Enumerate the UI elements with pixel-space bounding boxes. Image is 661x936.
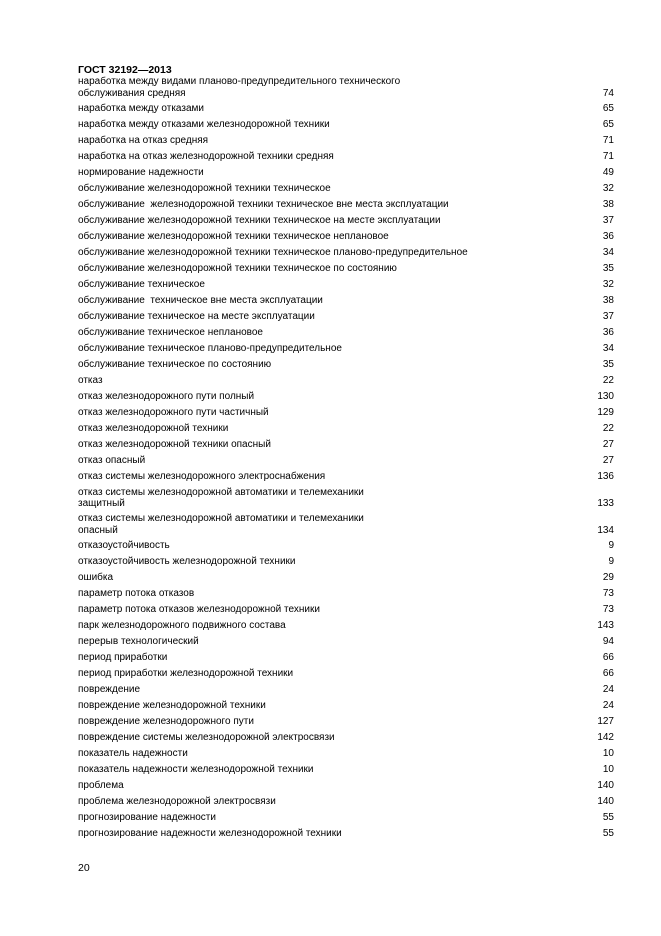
index-term: показатель надежности: [78, 747, 188, 759]
index-page-ref: 38: [602, 294, 614, 306]
index-page-ref: 65: [602, 102, 614, 114]
index-term: параметр потока отказов железнодорожной техники: [78, 603, 320, 615]
index-page-ref: 71: [602, 134, 614, 146]
index-page-ref: 65: [602, 118, 614, 130]
index-term: повреждение железнодорожного пути: [78, 715, 254, 727]
index-page-ref: 140: [597, 779, 614, 791]
index-term: отказ системы железнодорожной автоматики и телемеханики опасный: [78, 513, 364, 536]
index-entry: [78, 375, 614, 388]
index-page-ref: 32: [602, 182, 614, 194]
index-term: повреждение железнодорожной техники: [78, 699, 266, 711]
index-page-ref: 27: [602, 438, 614, 450]
index-term: парк железнодорожного подвижного состава: [78, 619, 286, 631]
index-page-ref: 38: [602, 198, 614, 210]
index-page-ref: 134: [597, 524, 614, 536]
index-page-ref: 24: [602, 683, 614, 695]
index-entry: [78, 764, 614, 777]
index-page-ref: 27: [602, 454, 614, 466]
index-page-ref: 9: [608, 555, 614, 567]
index-term: наработка на отказ железнодорожной техники средняя: [78, 150, 334, 162]
index-page-ref: 34: [602, 246, 614, 258]
index-term: проблема: [78, 779, 124, 791]
index-term: наработка между отказами железнодорожной техники: [78, 118, 330, 130]
index-term: повреждение: [78, 683, 141, 695]
index-page-ref: 143: [597, 619, 614, 631]
index-term: обслуживание техническое по состоянию: [78, 358, 272, 370]
index-entry: [78, 604, 614, 617]
index-page-ref: 55: [602, 827, 614, 839]
index-entry: [78, 343, 614, 356]
index-term: прогнозирование надежности железнодорожной техники: [78, 827, 342, 839]
index-entry: [78, 439, 614, 452]
index-page-ref: 29: [602, 571, 614, 583]
index-page-ref: 136: [597, 470, 614, 482]
index-entry: [78, 327, 614, 340]
index-entry: [78, 391, 614, 404]
index-entry: [78, 215, 614, 228]
index-term: обслуживание техническое вне места эксплуатации: [78, 294, 323, 306]
index-entry: [78, 513, 614, 536]
index-entry: [78, 359, 614, 372]
index-term: обслуживание железнодорожной техники техническое по состоянию: [78, 262, 397, 274]
index-page-ref: 22: [602, 422, 614, 434]
index-page-ref: 94: [602, 635, 614, 647]
index-term: повреждение системы железнодорожной электросвязи: [78, 731, 335, 743]
index-entry: [78, 812, 614, 825]
index-page-ref: 10: [602, 747, 614, 759]
index-page-ref: 73: [602, 587, 614, 599]
index-term: проблема железнодорожной электросвязи: [78, 795, 276, 807]
index-page-ref: 10: [602, 763, 614, 775]
index-entry: [78, 279, 614, 292]
index-page-ref: 130: [597, 390, 614, 402]
index-entry: [78, 636, 614, 649]
index-term: обслуживание техническое: [78, 278, 205, 290]
index-page-ref: 37: [602, 214, 614, 226]
index-entry: [78, 588, 614, 601]
index-term: перерыв технологический: [78, 635, 199, 647]
index-term: период приработки железнодорожной техники: [78, 667, 294, 679]
index-term: обслуживание техническое планово-предупредительное: [78, 342, 342, 354]
index-entry: [78, 471, 614, 484]
index-term: отказ системы железнодорожной автоматики и телемеханики защитный: [78, 486, 364, 509]
index-page-ref: 73: [602, 603, 614, 615]
index-entry: [78, 540, 614, 553]
index-page-ref: 37: [602, 310, 614, 322]
index-entry: [78, 716, 614, 729]
index-entry: [78, 311, 614, 324]
index-term: отказ: [78, 374, 103, 386]
index-term: ошибка: [78, 571, 114, 583]
index-page-ref: 24: [602, 699, 614, 711]
index-entry: [78, 119, 614, 132]
index-entry: [78, 828, 614, 841]
index-entry: [78, 263, 614, 276]
index-page-ref: 36: [602, 230, 614, 242]
index-term: отказоустойчивость железнодорожной техники: [78, 555, 296, 567]
index-entry: [78, 407, 614, 420]
index-term: параметр потока отказов: [78, 587, 195, 599]
index-entry: [78, 295, 614, 308]
page-number: 20: [78, 862, 90, 874]
index-term: обслуживание железнодорожной техники техническое: [78, 182, 331, 194]
index-entry: [78, 231, 614, 244]
index-page-ref: 32: [602, 278, 614, 290]
index-page-ref: 66: [602, 651, 614, 663]
index-page-ref: 36: [602, 326, 614, 338]
index-term: наработка на отказ средняя: [78, 134, 209, 146]
index-term: отказоустойчивость: [78, 539, 170, 551]
index-term: обслуживание железнодорожной техники техническое неплановое: [78, 230, 389, 242]
index-entry: [78, 668, 614, 681]
index-page-ref: 9: [608, 539, 614, 551]
index-page-ref: 133: [597, 498, 614, 509]
index-page-ref: 55: [602, 811, 614, 823]
index-entry: [78, 732, 614, 745]
index-entry: [78, 247, 614, 260]
index-page-ref: 35: [602, 262, 614, 274]
index-term: показатель надежности железнодорожной техники: [78, 763, 314, 775]
index-term: наработка между отказами: [78, 102, 204, 114]
index-entry: [78, 652, 614, 665]
index-entry: [78, 780, 614, 793]
index-term: отказ железнодорожной техники опасный: [78, 438, 271, 450]
index-entry: [78, 620, 614, 633]
index-entry: [78, 76, 614, 99]
index-term: наработка между видами планово-предупредительного технического обслуживания средняя: [78, 76, 401, 99]
index-term: нормирование надежности: [78, 166, 204, 178]
index-term: отказ железнодорожного пути полный: [78, 390, 255, 402]
index-page-ref: 140: [597, 795, 614, 807]
index-term: обслуживание техническое неплановое: [78, 326, 263, 338]
index-page-ref: 71: [602, 150, 614, 162]
index-page-ref: 142: [597, 731, 614, 743]
index-term: прогнозирование надежности: [78, 811, 216, 823]
index-page-ref: 34: [602, 342, 614, 354]
index-entry: [78, 684, 614, 697]
index-entry: [78, 455, 614, 468]
index-entry: [78, 700, 614, 713]
index-term: отказ опасный: [78, 454, 146, 466]
index-term: обслуживание железнодорожной техники техническое на месте эксплуатации: [78, 214, 441, 226]
index-entry: [78, 487, 614, 510]
index-page-ref: 74: [602, 87, 614, 99]
index-term: отказ железнодорожного пути частичный: [78, 406, 269, 418]
index-entry: [78, 423, 614, 436]
index-page-ref: 129: [597, 406, 614, 418]
index-entry: [78, 183, 614, 196]
index-entry: [78, 796, 614, 809]
index-term: обслуживание железнодорожной техники техническое планово-предупредительное: [78, 246, 468, 258]
index-entry: [78, 103, 614, 116]
index-page-ref: 49: [602, 166, 614, 178]
index-entry: [78, 151, 614, 164]
index-entry: [78, 556, 614, 569]
index-page-ref: 22: [602, 374, 614, 386]
index-entry: [78, 199, 614, 212]
alphabetical-index: [78, 76, 614, 844]
document-header: ГОСТ 32192—2013: [78, 64, 172, 76]
index-entry: [78, 135, 614, 148]
index-page-ref: 127: [597, 715, 614, 727]
index-entry: [78, 167, 614, 180]
index-term: отказ системы железнодорожного электроснабжения: [78, 470, 326, 482]
index-term: обслуживание техническое на месте эксплуатации: [78, 310, 315, 322]
index-term: отказ железнодорожной техники: [78, 422, 229, 434]
index-page-ref: 66: [602, 667, 614, 679]
index-entry: [78, 748, 614, 761]
index-term: обслуживание железнодорожной техники техническое вне места эксплуатации: [78, 198, 449, 210]
index-entry: [78, 572, 614, 585]
index-page-ref: 35: [602, 358, 614, 370]
index-term: период приработки: [78, 651, 168, 663]
